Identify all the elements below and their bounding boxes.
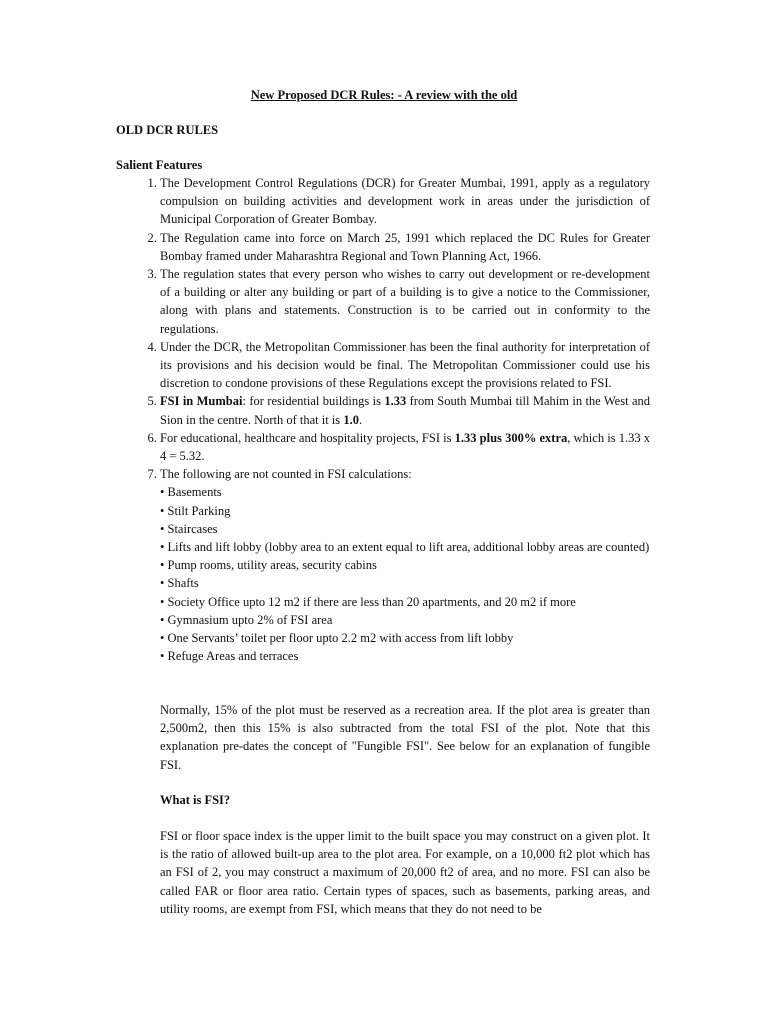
bullet-item: • Staircases [160, 521, 218, 536]
bold-text: 1.33 plus 300% extra [454, 430, 568, 445]
bold-text: 1.0 [343, 412, 359, 427]
fsi-heading: What is FSI? [160, 793, 231, 807]
bold-text: 1.33 [384, 394, 407, 409]
exemption-list [160, 483, 650, 665]
list-item [160, 429, 650, 465]
bullet-item: • Stilt Parking [160, 503, 231, 518]
bullet-item: • Basements [160, 485, 222, 500]
item-text: , which is 1.33 x 4 = 5.32. [160, 430, 651, 464]
item-text: For educational, healthcare and hospitality projects, FSI is [160, 430, 455, 445]
section-heading: OLD DCR RULES [116, 123, 219, 137]
bullet-item: • Gymnasium upto 2% of FSI area [160, 612, 333, 627]
recreation-paragraph: Normally, 15% of the plot must be reserved as a recreation area. If the plot area is greater than 2,500m2, then this 15% is also subtracted from the total FSI of the plot. Note that this explanation pre-dates the concept of "Fungible FSI". See below for an explanation of fungible FSI. [160, 703, 650, 772]
bullet-item: • Refuge Areas and terraces [160, 649, 299, 664]
document-title: New Proposed DCR Rules: - A review with the old [250, 88, 518, 102]
list-item: 1. The Development Control Regulations (DCR) for Greater Mumbai, 1991, apply as a regulatory compulsion on building activities and development work in areas under the jurisdiction of Municipal Corporation of Greater Bombay. [160, 174, 650, 229]
item-text: 7. The following are not counted in FSI calculations: [160, 467, 412, 482]
bullet-item: • One Servants’ toilet per floor upto 2.2 m2 with access from lift lobby [160, 631, 514, 646]
item-text: from South Mumbai till Mahim in the West and Sion in the centre. North of that it is [160, 394, 650, 427]
list-item [160, 465, 650, 665]
bullet-item: • Society Office upto 12 m2 if there are less than 20 apartments, and 20 m2 if more [160, 594, 576, 609]
item-text: . [358, 412, 363, 427]
subheading: Salient Features [116, 158, 203, 172]
list-item: 4. Under the DCR, the Metropolitan Commissioner has been the final authority for interpretation of its provisions and his decision would be final. The Metropolitan Commissioner could use his discretion to condone provisions of these Regulations except the provisions related to FSI. [160, 338, 650, 393]
list-item: 2. The Regulation came into force on March 25, 1991 which replaced the DC Rules for Greater Bombay framed under Maharashtra Regional and Town Planning Act, 1966. [160, 229, 650, 265]
list-item: 3. The regulation states that every person who wishes to carry out development or re-development of a building or alter any building or part of a building is to give a notice to the Commissioner, along with plans and statements. Construction is to be carried out in conformity to the regulations. [160, 265, 650, 338]
bullet-item: • Lifts and lift lobby (lobby area to an extent equal to lift area, additional lobby areas are counted) [160, 540, 650, 555]
bullet-item: • Shafts [160, 576, 199, 591]
list-item [160, 392, 650, 428]
bullet-item: • Pump rooms, utility areas, security cabins [160, 558, 377, 573]
fsi-paragraph: FSI or floor space index is the upper limit to the built space you may construct on a given plot. It is the ratio of allowed built-up area to the plot area. For example, on a 10,000 ft2 plot which has an FSI of 2, you may construct a maximum of 20,000 ft2 of area, and no more. FSI can also be called FAR or floor area ratio. Certain types of spaces, such as basements, parking areas, and utility rooms, are exempt from FSI, which means that they do not need to be [160, 829, 650, 916]
salient-features-list [116, 174, 650, 665]
item-text: : for residential buildings is [242, 394, 385, 409]
bold-text: FSI in Mumbai [160, 394, 243, 409]
